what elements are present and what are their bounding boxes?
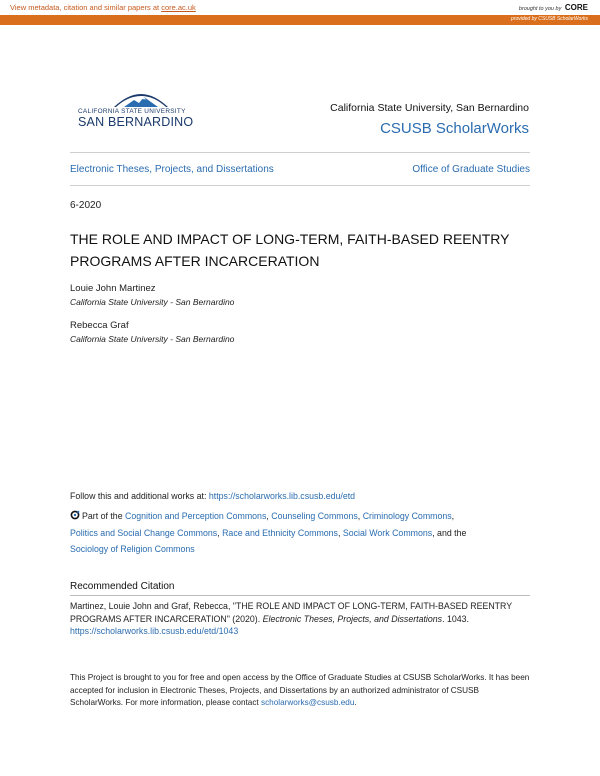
- contact-email-link[interactable]: scholarworks@csusb.edu: [260, 698, 355, 707]
- commons-link-counseling[interactable]: Counseling Commons: [271, 511, 358, 521]
- core-logo-label: CORE: [564, 3, 588, 12]
- logo-line-2: SAN BERNARDINO: [78, 115, 194, 129]
- institution-name: California State University, San Bernardino: [330, 102, 529, 114]
- commons-link-politics[interactable]: Politics and Social Change Commons: [70, 527, 218, 538]
- institution-block: [330, 102, 529, 137]
- author-name: Louie John Martinez: [70, 283, 156, 294]
- follow-link[interactable]: https://scholarworks.lib.csusb.edu/etd: [208, 491, 356, 501]
- commons-link-cognition[interactable]: Cognition and Perception Commons: [125, 511, 267, 521]
- logo-line-1: CALIFORNIA STATE UNIVERSITY: [78, 108, 186, 115]
- core-link[interactable]: core.ac.uk: [161, 3, 196, 12]
- collection-link[interactable]: Electronic Theses, Projects, and Dissertations: [70, 164, 274, 175]
- citation-heading: Recommended Citation: [70, 581, 175, 592]
- metadata-bar: [0, 0, 600, 15]
- network-icon: [70, 510, 80, 520]
- commons-link-criminology[interactable]: Criminology Commons: [362, 511, 452, 521]
- commons-link-social-work[interactable]: Social Work Commons: [342, 527, 433, 538]
- office-link[interactable]: Office of Graduate Studies: [412, 164, 530, 175]
- mountain-icon: [114, 92, 168, 108]
- provided-by-text: provided by CSUSB ScholarWorks: [511, 16, 588, 22]
- nav-divider: [70, 185, 530, 186]
- metadata-notice: View metadata, citation and similar papers at core.ac.uk: [10, 3, 196, 12]
- publication-date: 6-2020: [70, 200, 102, 211]
- university-logo: [78, 92, 203, 132]
- author-name: Rebecca Graf: [70, 320, 129, 331]
- provider-band: [0, 15, 600, 25]
- commons-link-race[interactable]: Race and Ethnicity Commons: [222, 527, 338, 538]
- author-affiliation: California State University - San Bernardino: [70, 334, 235, 344]
- author-affiliation: California State University - San Bernardino: [70, 297, 235, 307]
- commons-link-sociology-religion[interactable]: Sociology of Religion Commons: [70, 544, 195, 554]
- repository-name[interactable]: CSUSB ScholarWorks: [380, 120, 529, 137]
- follow-line: Follow this and additional works at: https://scholarworks.lib.csusb.edu/etd: [70, 491, 356, 501]
- access-notice: This Project is brought to you for free and open access by the Office of Graduate Studies at CSUSB ScholarWorks. It has been accepted for inclusion in Electronic Theses, Projects, and Dissertations by an authorized administrator of CSUSB ScholarWorks. For more information, please contact scholarworks@csusb.edu.: [70, 673, 530, 707]
- document-title: THE ROLE AND IMPACT OF LONG-TERM, FAITH-BASED REENTRY PROGRAMS AFTER INCARCERATION: [70, 231, 510, 269]
- citation-divider: [70, 595, 530, 596]
- header-divider: [70, 152, 530, 153]
- citation-text: Martinez, Louie John and Graf, Rebecca, "THE ROLE AND IMPACT OF LONG-TERM, FAITH-BASED REENTRY PROGRAMS AFTER INCARCERATION" (2020). Electronic Theses, Projects, and Dissertations. 1043. https://scholarworks.lib.csusb.edu/etd/1043: [70, 601, 512, 636]
- part-of-commons: Part of the Cognition and Perception Commons, Counseling Commons, Criminology Commons, Politics and Social Change Commons, Race and Ethnicity Commons, Social Work Commons, and the Sociology of Religion Commons: [70, 511, 467, 554]
- citation-url[interactable]: https://scholarworks.lib.csusb.edu/etd/1043: [70, 626, 239, 636]
- core-badge[interactable]: brought to you by CORE: [518, 3, 588, 12]
- citation-series: Electronic Theses, Projects, and Dissertations: [262, 613, 443, 624]
